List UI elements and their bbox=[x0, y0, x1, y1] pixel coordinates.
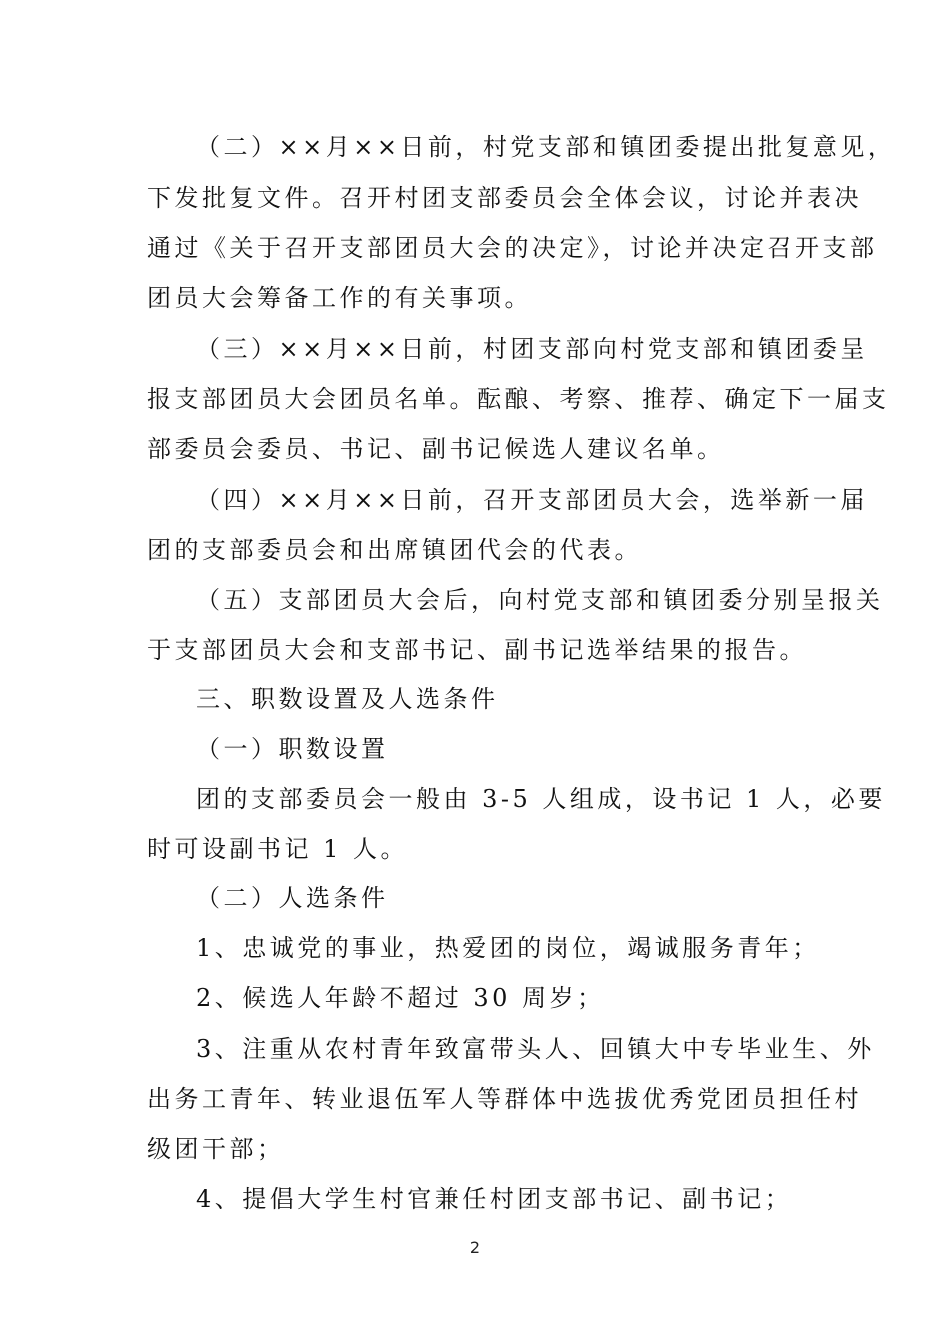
paragraph-line: （三）××月××日前，村团支部向村党支部和镇团委呈 bbox=[196, 335, 868, 363]
paragraph-line: 3、注重从农村青年致富带头人、回镇大中专毕业生、外 bbox=[196, 1035, 875, 1063]
paragraph-line: 部委员会委员、书记、副书记候选人建议名单。 bbox=[147, 435, 725, 463]
paragraph-line: 出务工青年、转业退伍军人等群体中选拔优秀党团员担任村 bbox=[147, 1085, 862, 1113]
paragraph-line: 通过《关于召开支部团员大会的决定》，讨论并决定召开支部 bbox=[147, 234, 878, 262]
paragraph-line: 级团干部； bbox=[147, 1135, 285, 1163]
page-number: 2 bbox=[469, 1238, 481, 1257]
list-item: 2、候选人年龄不超过 30 周岁； bbox=[196, 984, 605, 1012]
paragraph-line: 团的支部委员会一般由 3-5 人组成，设书记 1 人，必要 bbox=[196, 785, 886, 813]
paragraph-line: （二）××月××日前，村党支部和镇团委提出批复意见， bbox=[196, 133, 896, 161]
section-heading: 三、职数设置及人选条件 bbox=[196, 685, 499, 713]
subsection-heading: （二）人选条件 bbox=[196, 884, 389, 912]
paragraph-line: 下发批复文件。召开村团支部委员会全体会议，讨论并表决 bbox=[147, 184, 862, 212]
list-item: 4、提倡大学生村官兼任村团支部书记、副书记； bbox=[196, 1185, 793, 1213]
subsection-heading: （一）职数设置 bbox=[196, 735, 389, 763]
paragraph-line: 时可设副书记 1 人。 bbox=[147, 835, 409, 863]
list-item: 1、忠诚党的事业，热爱团的岗位，竭诚服务青年； bbox=[196, 934, 820, 962]
paragraph-line: 报支部团员大会团员名单。酝酿、考察、推荐、确定下一届支 bbox=[147, 385, 890, 413]
paragraph-line: （五）支部团员大会后，向村党支部和镇团委分别呈报关 bbox=[196, 586, 884, 614]
paragraph-line: （四）××月××日前，召开支部团员大会，选举新一届 bbox=[196, 486, 868, 514]
paragraph-line: 团员大会筹备工作的有关事项。 bbox=[147, 284, 532, 312]
paragraph-line: 于支部团员大会和支部书记、副书记选举结果的报告。 bbox=[147, 636, 807, 664]
paragraph-line: 团的支部委员会和出席镇团代会的代表。 bbox=[147, 536, 642, 564]
